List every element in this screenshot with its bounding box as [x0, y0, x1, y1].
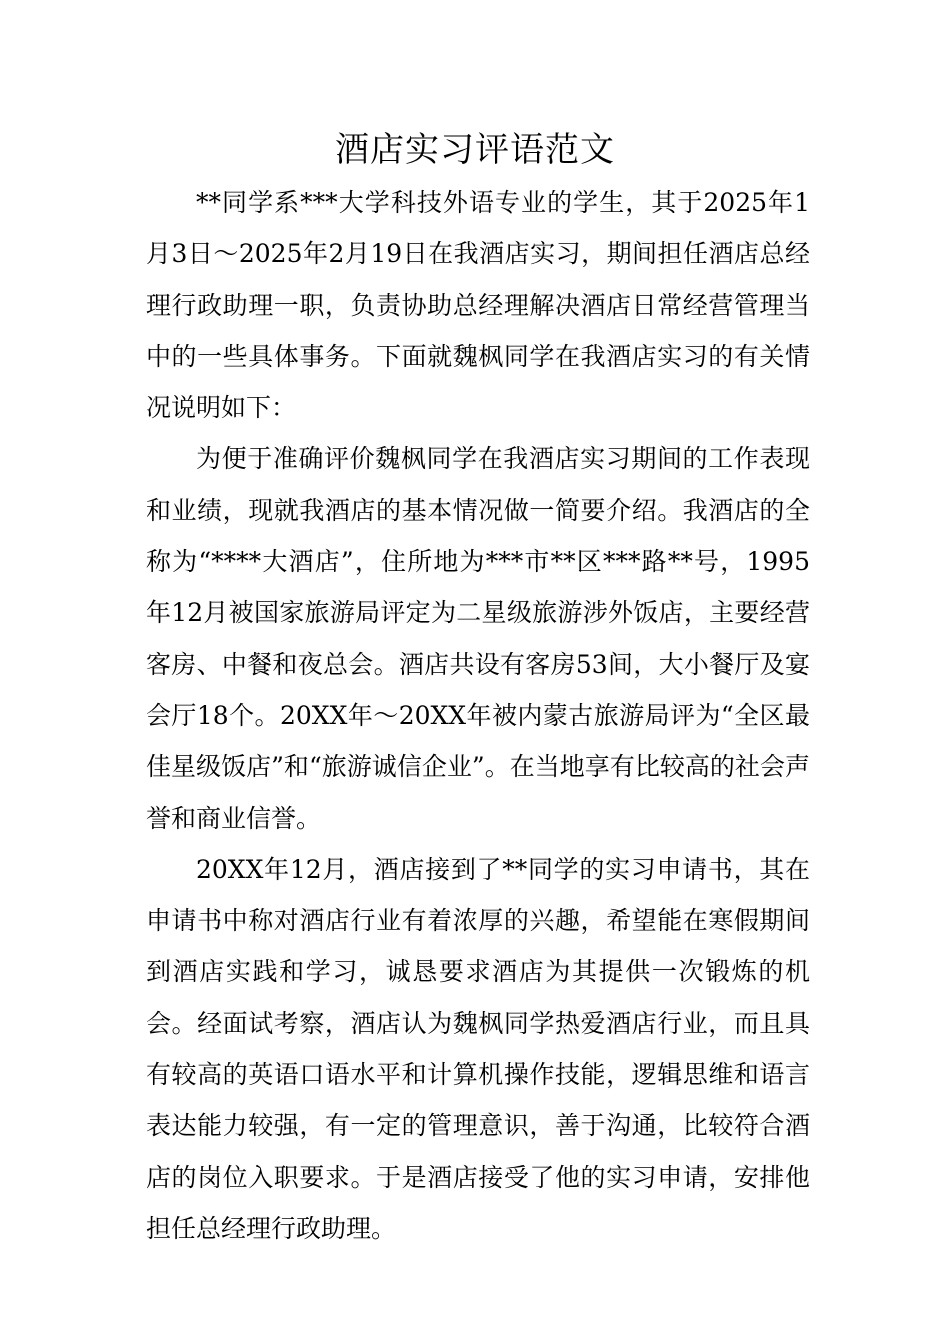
paragraph-hotel-overview: 为便于准确评价魏枫同学在我酒店实习期间的工作表现和业绩，现就我酒店的基本情况做一简要介绍。我酒店的全称为“****大酒店”，住所地为***市**区***路**号，1995年12月被国家旅游局评定为二星级旅游涉外饭店，主要经营客房、中餐和夜总会。酒店共设有客房53间，大小餐厅及宴会厅18个。20XX年～20XX年被内蒙古旅游局评为“全区最佳星级饭店”和“旅游诚信企业”。在当地享有比较高的社会声誉和商业信誉。 — [146, 444, 810, 833]
document-title: 酒店实习评语范文 — [335, 130, 615, 170]
document-body — [146, 177, 810, 1254]
paragraph-internship-application: 20XX年12月，酒店接到了**同学的实习申请书，其在申请书中称对酒店行业有着浓厚的兴趣，希望能在寒假期间到酒店实践和学习，诚恳要求酒店为其提供一次锻炼的机会。经面试考察，酒店认为魏枫同学热爱酒店行业，而且具有较高的英语口语水平和计算机操作技能，逻辑思维和语言表达能力较强，有一定的管理意识，善于沟通，比较符合酒店的岗位入职要求。于是酒店接受了他的实习申请，安排他担任总经理行政助理。 — [146, 854, 810, 1243]
paragraph-intro: **同学系***大学科技外语专业的学生，其于2025年1月3日～2025年2月19日在我酒店实习，期间担任酒店总经理行政助理一职，负责协助总经理解决酒店日常经营管理当中的一些具体事务。下面就魏枫同学在我酒店实习的有关情况说明如下： — [146, 188, 810, 423]
